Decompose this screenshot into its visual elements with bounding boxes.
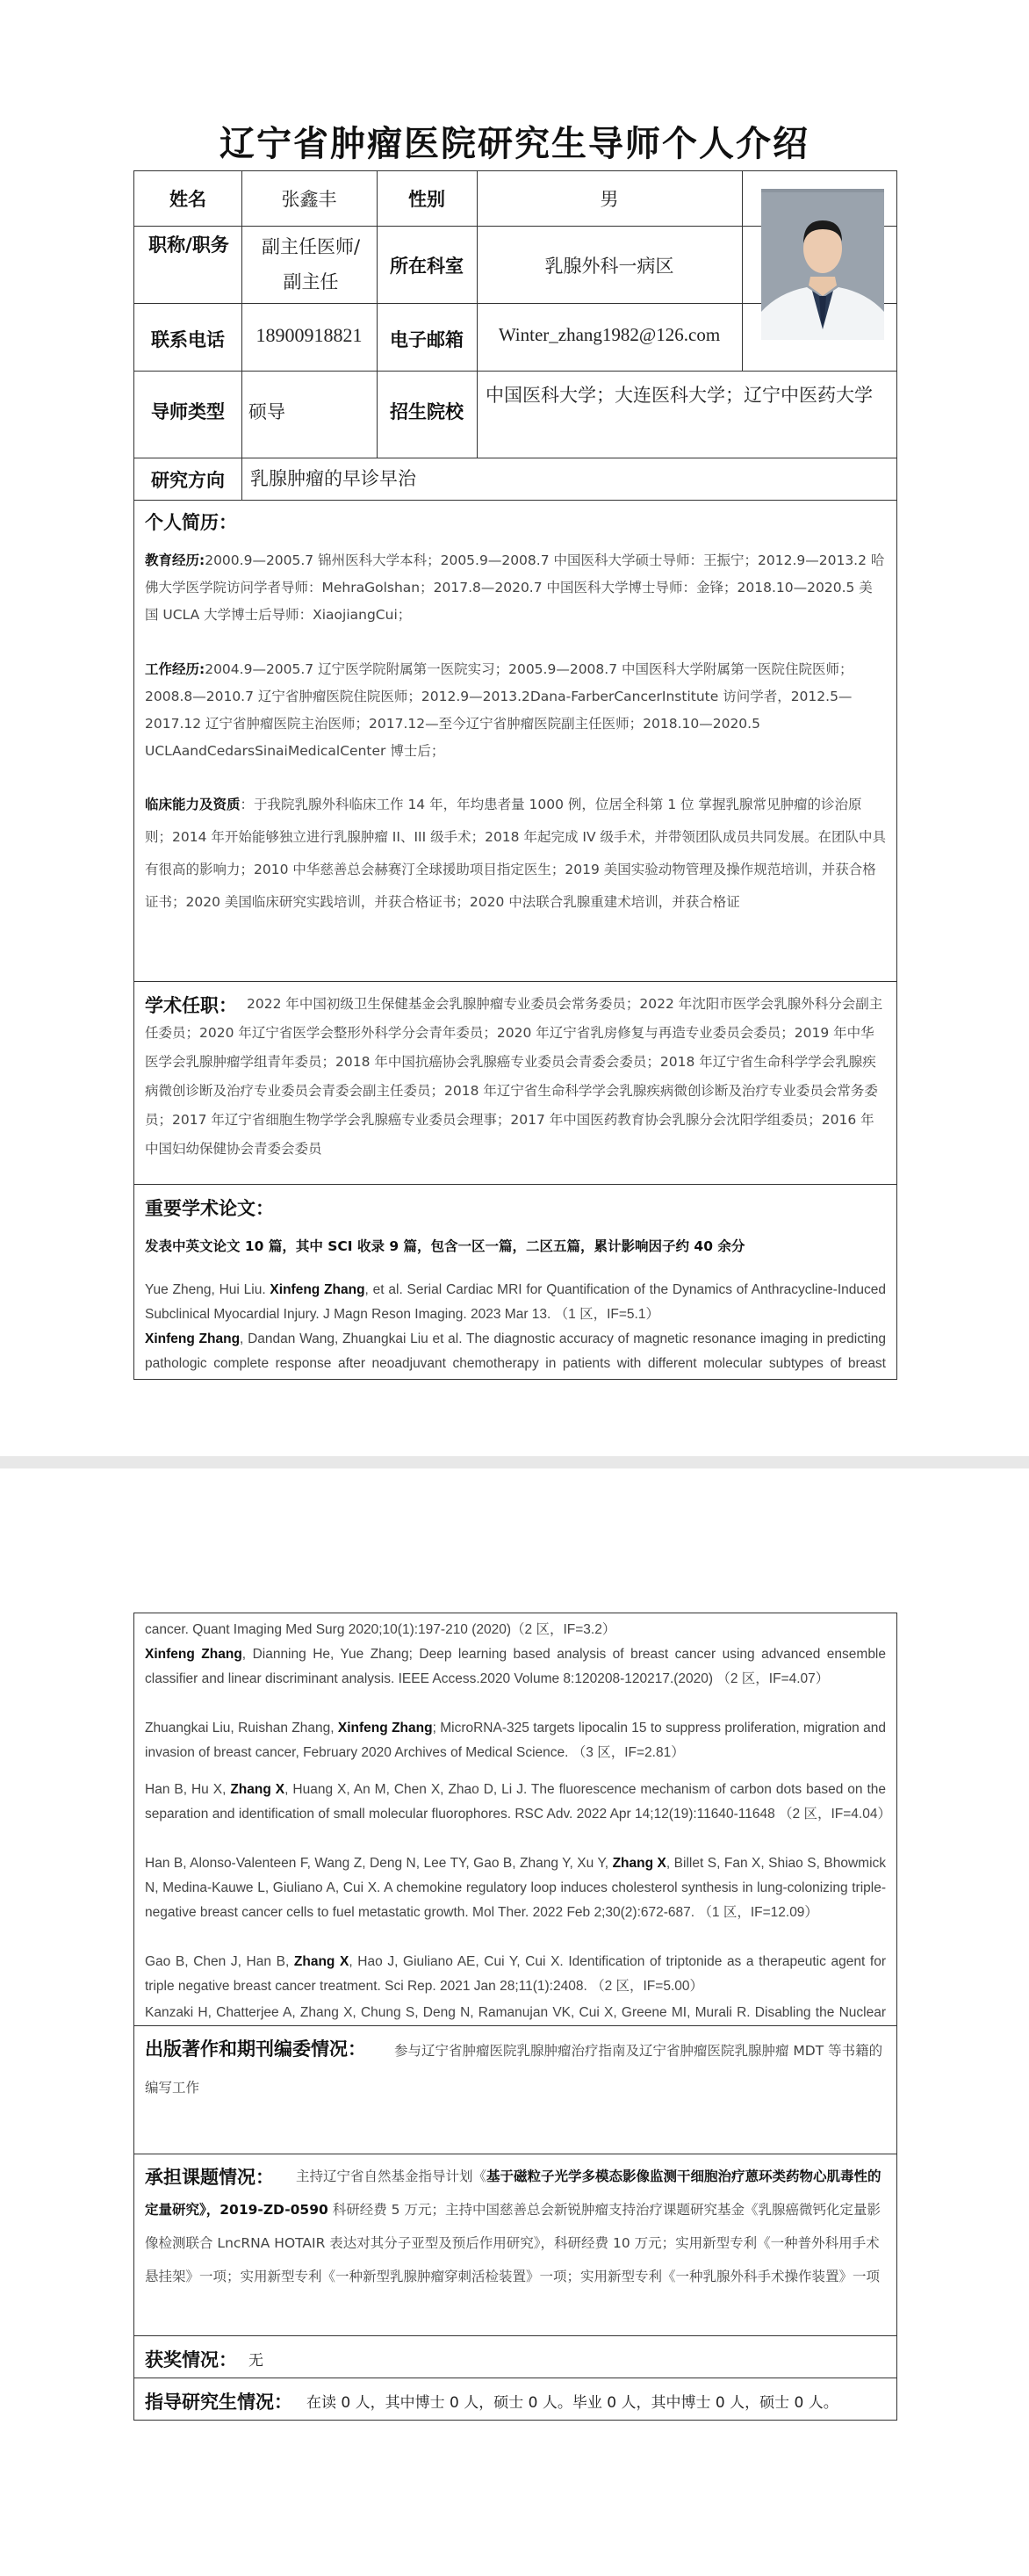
paper-2-start: Xinfeng Zhang, Dandan Wang, Zhuangkai Liu et al. The diagnostic accuracy of magnetic resonance imaging in predicting pathologic complete response after neoadjuvant chemotherapy in patients with different molecular subtypes of breast [145,1331,886,1371]
title-value: 副主任医师/副主任 [261,236,361,292]
education-text: 2000.9—2005.7 锦州医科大学本科；2005.9—2008.7 中国医科大学硕士导师：王振宁；2012.9—2013.2 哈佛大学医学院访问学者导师：MehraGolshan；2017.8—2020.7 中国医科大学博士导师：金锋；2018.10—2020.5 美国 UCLA 大学博士后导师：XiaojiangCui； [145,552,885,623]
email-value: Winter_zhang1982@126.com [498,324,721,345]
projects-text: 主持辽宁省自然基金指导计划《基于磁粒子光学多模态影像监测干细胞治疗蒽环类药物心肌毒性的定量研究》，2019-ZD-0590 科研经费 5 万元；主持中国慈善总会新锐肿瘤支持治疗课题研究基金《乳腺癌微钙化定量影像检测联合 LncRNA HOTAIR 表达对其分子亚型及预后作用研究》，科研经费 10 万元；实用新型专利《一种普外科用手术悬挂架》一项；实用新型专利《一种新型乳腺肿瘤穿刺活检装置》一项；实用新型专利《一种乳腺外科手术操作装置》一项 [145,2168,881,2284]
tutor-photo [761,189,884,340]
education-label: 教育经历: [145,552,205,568]
type-value: 硕导 [248,401,285,422]
title-label: 职称/职务 [148,235,229,256]
academic-title: 学术任职： [145,995,237,1016]
page-title: 辽宁省肿瘤医院研究生导师个人介绍 [219,124,810,164]
paper-4: Zhuangkai Liu, Ruishan Zhang, Xinfeng Zhang; MicroRNA-325 targets lipocalin 15 to suppress proliferation, migration and invasion of breast cancer, February 2020 Archives of Medical Science. （3 区，IF=2.81） [145,1721,886,1760]
page-break [0,1456,1029,1468]
paper-5: Han B, Hu X, Zhang X, Huang X, An M, Chen X, Zhao D, Li J. The fluorescence mechanism of carbon dots based on the separation and identification of small molecular fluorophores. RSC Adv. 2022 Apr 14;12(19):11640-11648 （2 区，IF=4.04） [145,1782,891,1822]
phone-value: 18900918821 [255,324,363,346]
work-paragraph [145,656,886,765]
schools-label: 招生院校 [390,401,464,422]
tutor-info-table [133,170,897,1380]
academic-text: 2022 年中国初级卫生保健基金会乳腺肿瘤专业委员会常务委员；2022 年沈阳市医学会乳腺外科分会副主任委员；2020 年辽宁省医学会整形外科学分会青年委员；2020 年辽宁省乳房修复与再造专业委员会委员；2019 年中华医学会乳腺肿瘤学组青年委员；2018 年中国抗癌协会乳腺癌专业委员会青委会委员；2018 年辽宁省生命科学学会乳腺疾病微创诊断及治疗专业委员会青委会副主任委员；2018 年辽宁省生命科学学会乳腺疾病微创诊断及治疗专业委员会常务委员；2017 年辽宁省细胞生物学学会乳腺癌专业委员会理事；2017 年中国医药教育协会乳腺分会沈阳学组委员；2016 年中国妇幼保健协会青委会委员 [145,996,883,1157]
papers-summary: 发表中英文论文 10 篇，其中 SCI 收录 9 篇，包含一区一篇，二区五篇，累计影响因子约 40 余分 [145,1238,745,1254]
gender-value: 男 [600,189,619,210]
phone-label: 联系电话 [151,329,225,350]
tutor-info-table-continued [133,1613,897,2421]
awards-title: 获奖情况： [145,2349,237,2370]
books-title: 出版著作和期刊编委情况： [145,2038,366,2060]
research-label: 研究方向 [151,470,225,491]
name-value: 张鑫丰 [281,189,337,210]
paper-7: Gao B, Chen J, Han B, Zhang X, Hao J, Giuliano AE, Cui Y, Cui X. Identification of triptonide as a therapeutic agent for triple negative breast cancer treatment. Sci Rep. 2021 Jan 28;11(1):2408. （2 区，IF=5.00） [145,1954,887,1994]
paper-2: cancer. Quant Imaging Med Surg 2020;10(1):197-210 (2020)（2 区，IF=3.2） [145,1622,616,1637]
clinical-label: 临床能力及资质 [145,797,241,812]
work-label: 工作经历: [145,661,205,677]
clinical-paragraph [145,789,886,919]
email-label: 电子邮箱 [390,329,464,350]
dept-value: 乳腺外科一病区 [544,256,674,277]
clinical-text: ：于我院乳腺外科临床工作 14 年，年均患者量 1000 例，位居全科第 1 位 掌握乳腺常见肿瘤的诊治原则；2014 年开始能够独立进行乳腺肿瘤 II、III 级手术；2018 年起完成 IV 级手术，并带领团队成员共同发展。在团队中具有很高的影响力；2010 中华慈善总会赫赛汀全球援助项目指定医生；2019 美国实验动物管理及操作规范培训，并获合格证书；2020 美国临床研究实践培训，并获合格证书；2020 中法联合乳腺重建术培训，并获合格证 [145,797,886,910]
schools-value: 中国医科大学；大连医科大学；辽宁中医药大学 [486,385,873,406]
papers-list [134,1613,896,2025]
paper-6: Han B, Alonso-Valenteen F, Wang Z, Deng N, Lee TY, Gao B, Zhang Y, Xu Y, Zhang X, Billet S, Fan X, Shiao S, Bhowmick N, Medina-Kauwe L, Giuliano A, Cui X. A chemokine regulatory loop induces cholesterol synthesis in lung-colonizing triple-negative breast cancer cells to fuel metastatic growth. Mol Ther. 2022 Feb 2;30(2):672-687. （1 区，IF=12.09） [145,1856,887,1920]
paper-1: Yue Zheng, Hui Liu. Xinfeng Zhang, et al. Serial Cardiac MRI for Quantification of the Dynamics of Anthracycline-Induced Subclinical Myocardial Injury. J Magn Reson Imaging. 2023 Mar 13. （1 区，IF=5.1） [145,1282,886,1322]
projects-title: 承担课题情况： [145,2167,274,2188]
books-text: 参与辽宁省肿瘤医院乳腺肿瘤治疗指南及辽宁省肿瘤医院乳腺肿瘤 MDT 等书籍的编写工作 [145,2043,883,2096]
work-text: 2004.9—2005.7 辽宁医学院附属第一医院实习；2005.9—2008.7 中国医科大学附属第一医院住院医师；2008.8—2010.7 辽宁省肿瘤医院住院医师；2012.9—2013.2Dana-FarberCancerInstitute 访问学者，2012.5—2017.12 辽宁省肿瘤医院主治医师；2017.12—至今辽宁省肿瘤医院副主任医师；2018.10—2020.5 UCLAandCedarsSinaiMedicalCenter 博士后； [145,661,853,759]
awards-text: 无 [248,2352,263,2370]
students-text: 在读 0 人，其中博士 0 人，硕士 0 人。毕业 0 人，其中博士 0 人，硕士 0 人。 [306,2394,838,2412]
gender-label: 性别 [408,189,445,210]
type-label: 导师类型 [151,401,225,422]
papers-continued-clip [134,1225,896,1381]
paper-3: Xinfeng Zhang, Dianning He, Yue Zhang; Deep learning based analysis of breast cancer using advanced ensemble classifier and linear discriminant analysis. IEEE Access.2020 Volume 8:120208-120217.(2020) （2 区，IF=4.07） [145,1647,887,1686]
dept-label: 所在科室 [390,256,464,277]
paper-8: Kanzaki H, Chatterjee A, Zhang X, Chung S, Deng N, Ramanujan VK, Cui X, Greene MI, Murali R. Disabling the Nuclear [145,2005,886,2020]
resume-title: 个人简历： [145,512,237,533]
education-paragraph [145,547,886,629]
name-label: 姓名 [169,189,206,210]
students-title: 指导研究生情况： [145,2392,292,2413]
research-value: 乳腺肿瘤的早诊早治 [250,468,416,489]
papers-title: 重要学术论文： [145,1198,274,1219]
